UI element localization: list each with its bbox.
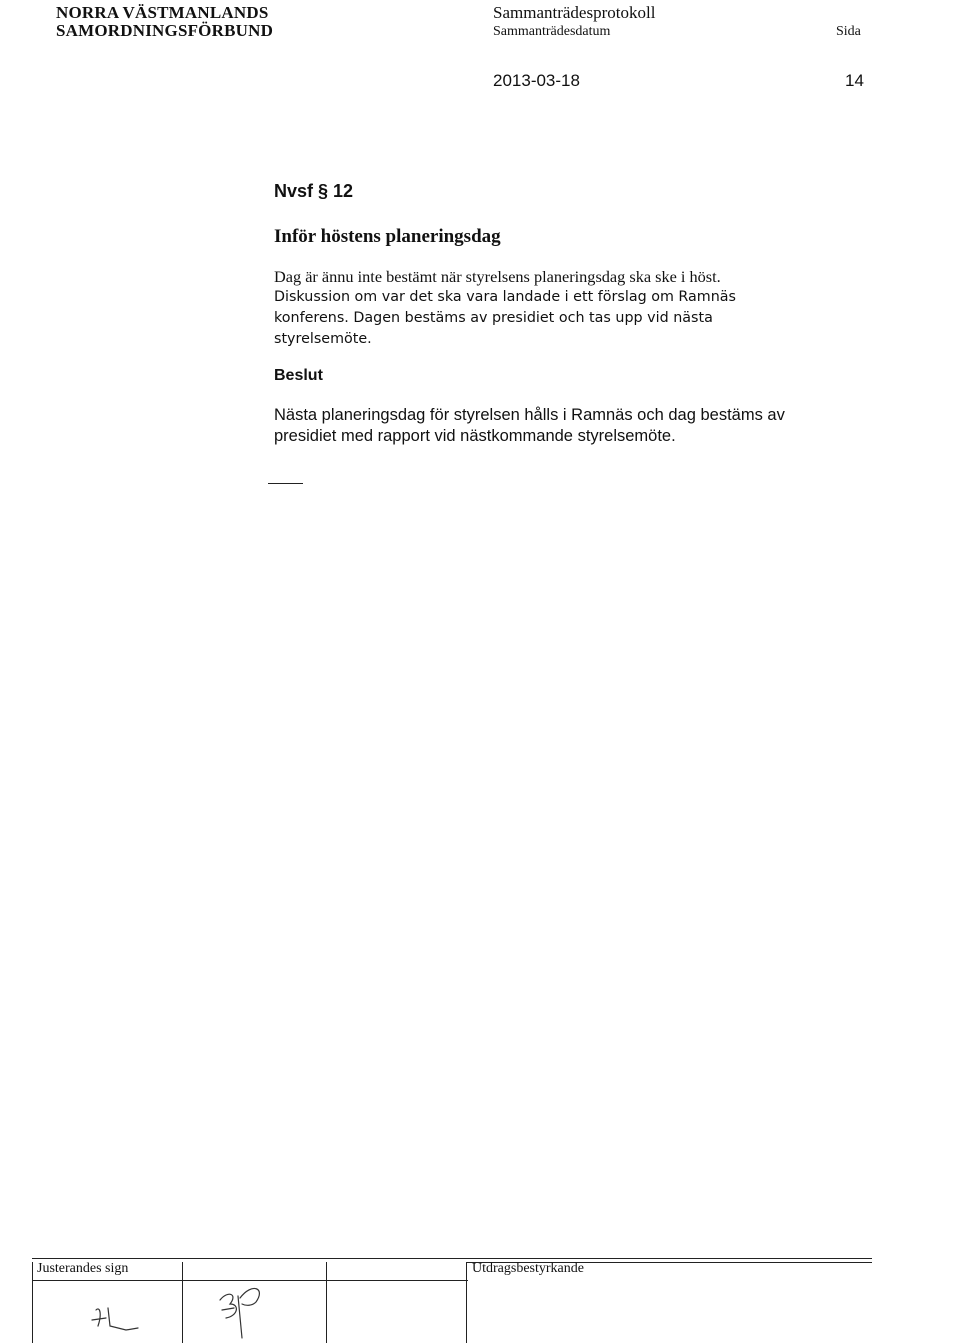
footer-cell-divider: [182, 1262, 183, 1343]
footer-cell-divider: [32, 1262, 33, 1343]
decision-heading: Beslut: [274, 367, 323, 384]
section-title: Inför höstens planeringsdag: [274, 226, 501, 247]
footer-cell-divider: [326, 1262, 327, 1343]
paragraph-line: Diskussion om var det ska vara landade i ett förslag om Ramnäs: [274, 289, 736, 305]
paragraph-line: konferens. Dagen bestäms av presidiet och tas upp vid nästa: [274, 310, 713, 326]
organization-name-line1: NORRA VÄSTMANLANDS: [56, 3, 269, 22]
decision-line: Nästa planeringsdag för styrelsen hålls i Ramnäs och dag bestäms av: [274, 406, 785, 424]
section-end-rule: [268, 483, 303, 484]
paragraph-line: Dag är ännu inte bestämt när styrelsens planeringsdag ska ske i höst.: [274, 267, 721, 286]
section-number: Nvsf § 12: [274, 181, 354, 201]
meeting-date-value: 2013-03-18: [493, 71, 580, 90]
paragraph-line: styrelsemöte.: [274, 331, 372, 347]
signature-initials-2: [208, 1278, 278, 1342]
footer-cell-divider: [466, 1262, 467, 1343]
decision-text: [274, 405, 914, 447]
signature-initials-1: [86, 1296, 146, 1336]
document-type: Sammanträdesprotokoll: [493, 3, 656, 22]
meeting-date-label: Sammanträdesdatum: [493, 24, 611, 39]
page-label: Sida: [836, 24, 861, 39]
section-paragraph: [274, 266, 874, 350]
adjuster-signature-label: Justerandes sign: [37, 1261, 129, 1276]
decision-line: presidiet med rapport vid nästkommande styrelsemöte.: [274, 427, 676, 445]
extract-certification-label: Utdragsbestyrkande: [472, 1261, 584, 1276]
footer-top-border: [32, 1258, 872, 1259]
page-number: 14: [845, 71, 864, 90]
organization-name-line2: SAMORDNINGSFÖRBUND: [56, 21, 274, 40]
